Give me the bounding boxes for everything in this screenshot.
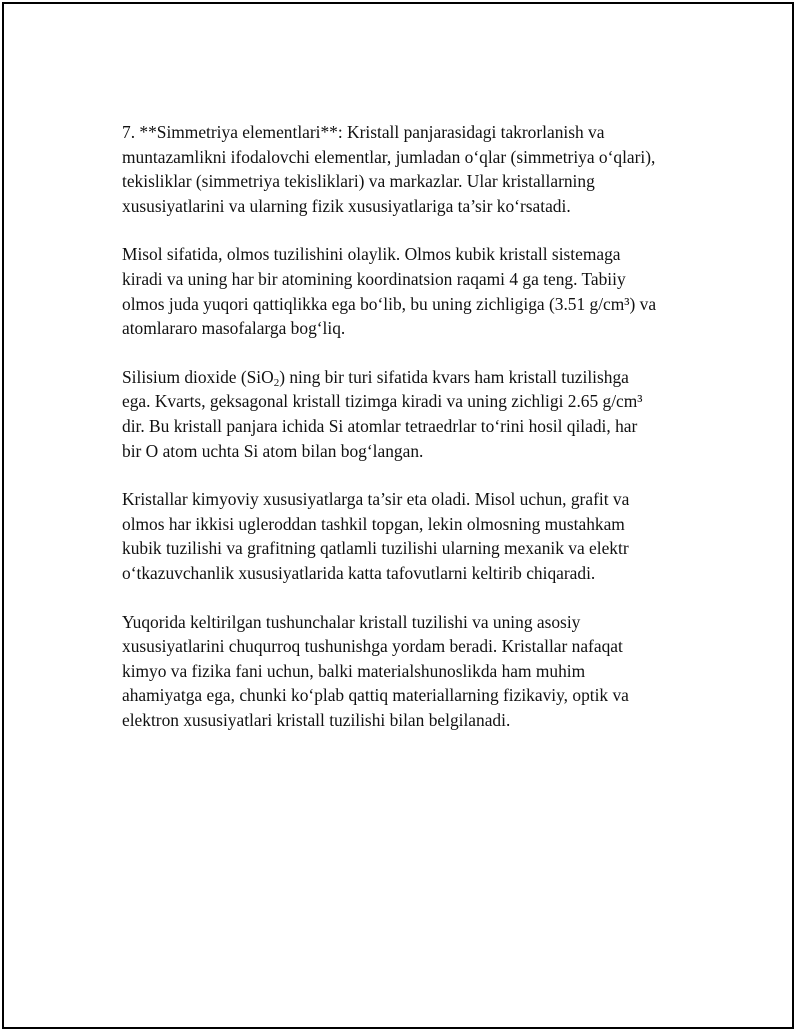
- paragraph-silicon-dioxide: [122, 365, 702, 463]
- text-line: tekisliklar (simmetriya tekisliklari) va markazlar. Ular kristallarning: [122, 171, 595, 192]
- text-line: bir O atom uchta Si atom bilan bog‘langan.: [122, 440, 424, 461]
- text-line: Misol sifatida, olmos tuzilishini olaylik. Olmos kubik kristall sistemaga: [122, 244, 621, 265]
- paragraph-chemical-properties: [122, 487, 702, 585]
- text-line: Yuqorida keltirilgan tushunchalar kristall tuzilishi va uning asosiy: [122, 611, 581, 632]
- text-line: xususiyatlarini va ularning fizik xususiyatlariga ta’sir ko‘rsatadi.: [122, 195, 571, 216]
- text-line: [122, 365, 702, 390]
- page-frame: [2, 2, 794, 1029]
- text-segment: ) ning bir turi sifatida kvars ham kristall tuzilishga: [279, 366, 629, 387]
- text-line: kimyo va fizika fani uchun, balki materialshunoslikda ham muhim: [122, 660, 586, 681]
- text-line: Kristallar kimyoviy xususiyatlarga ta’sir eta oladi. Misol uchun, grafit va: [122, 489, 630, 510]
- text-line: kiradi va uning har bir atomining koordinatsion raqami 4 ga teng. Tabiiy: [122, 268, 626, 289]
- text-line: ahamiyatga ega, chunki ko‘plab qattiq materiallarning fizikaviy, optik va: [122, 685, 629, 706]
- paragraph-symmetry-elements: [122, 120, 702, 218]
- text-line: xususiyatlarini chuqurroq tushunishga yordam beradi. Kristallar nafaqat: [122, 636, 623, 657]
- text-line: olmos har ikkisi ugleroddan tashkil topgan, lekin olmosning mustahkam: [122, 513, 625, 534]
- text-line: ega. Kvarts, geksagonal kristall tizimga kiradi va uning zichligi 2.65 g/cm³: [122, 391, 643, 412]
- text-line: o‘tkazuvchanlik xususiyatlarida katta tafovutlarni keltirib chiqaradi.: [122, 562, 596, 583]
- paragraph-conclusion: [122, 610, 702, 733]
- text-line: dir. Bu kristall panjara ichida Si atomlar tetraedrlar to‘rini hosil qiladi, har: [122, 415, 638, 436]
- text-line: kubik tuzilishi va grafitning qatlamli tuzilishi ularning mexanik va elektr: [122, 538, 629, 559]
- text-segment: Silisium dioxide (SiO: [122, 366, 274, 387]
- subscript-2: 2: [273, 376, 280, 389]
- text-line: muntazamlikni ifodalovchi elementlar, jumladan o‘qlar (simmetriya o‘qlari),: [122, 146, 656, 167]
- text-line: 7. **Simmetriya elementlari**: Kristall panjarasidagi takrorlanish va: [122, 122, 605, 142]
- text-line: elektron xususiyatlari kristall tuzilishi bilan belgilanadi.: [122, 709, 511, 730]
- document-body: [122, 120, 702, 756]
- text-line: atomlararo masofalarga bog‘liq.: [122, 318, 346, 339]
- paragraph-diamond-example: [122, 242, 702, 340]
- text-line: olmos juda yuqori qattiqlikka ega bo‘lib, bu uning zichligiga (3.51 g/cm³) va: [122, 293, 657, 314]
